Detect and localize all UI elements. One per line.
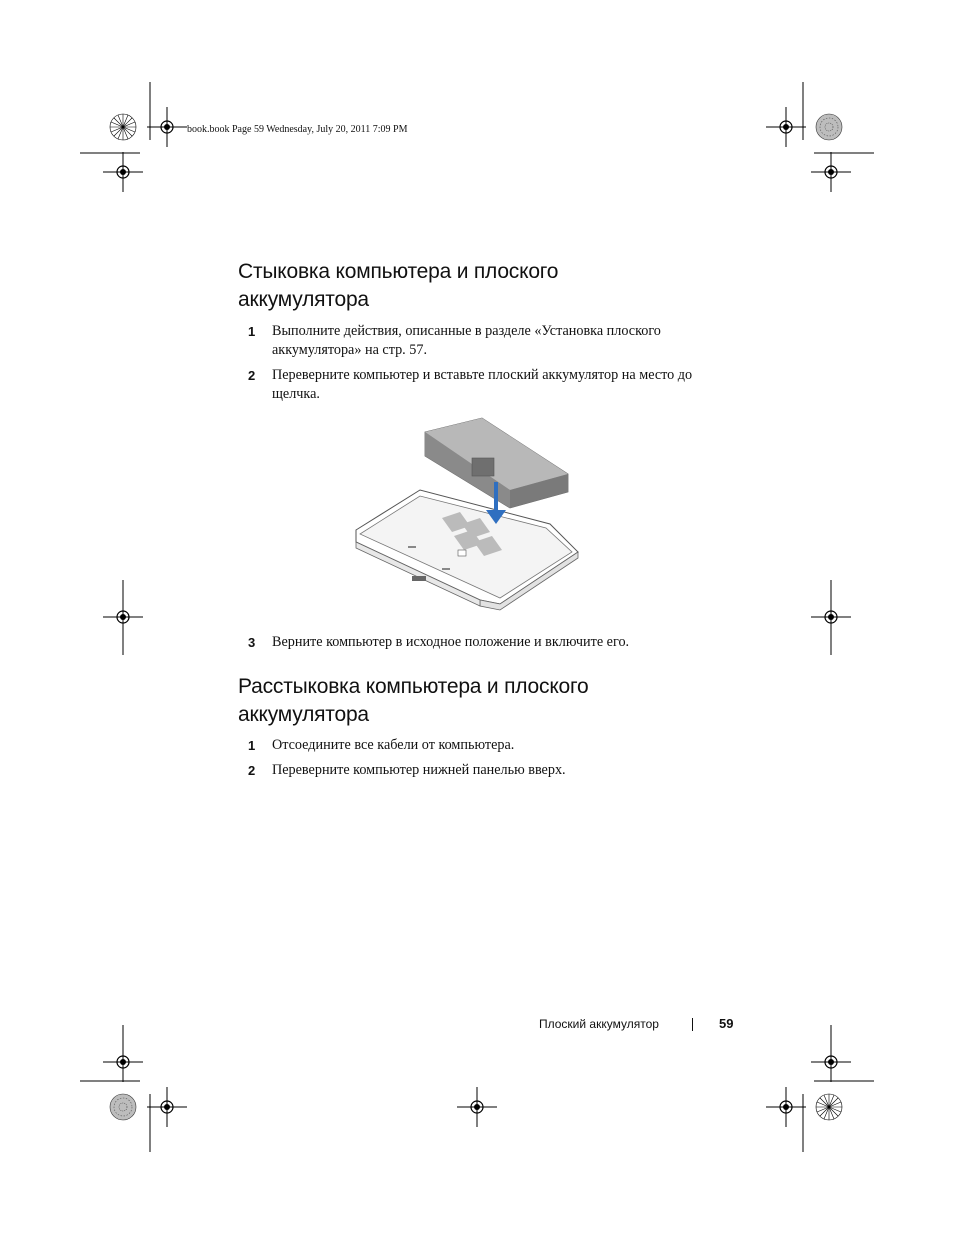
step-text: Переверните компьютер и вставьте плоский аккумулятор на место до щелчка. (272, 367, 693, 402)
section-title-line1: Расстыковка компьютера и плоского (238, 675, 589, 698)
page-number: 59 (719, 1016, 734, 1031)
step-text: Переверните компьютер нижней панелью вверх. (272, 762, 566, 778)
step-number: 2 (248, 763, 256, 778)
step-number: 3 (248, 635, 256, 650)
step-number: 1 (248, 324, 256, 339)
step-text: Верните компьютер в исходное положение и включите его. (272, 634, 630, 650)
footer-section-label: Плоский аккумулятор (539, 1017, 659, 1031)
step-text: Выполните действия, описанные в разделе «Установка плоского аккумулятора» на стр. 57. (272, 323, 661, 358)
section-title-line2: аккумулятора (238, 703, 369, 726)
step-text: Отсоедините все кабели от компьютера. (272, 737, 515, 753)
footer-divider (692, 1018, 693, 1031)
section-title-line2: аккумулятора (238, 288, 369, 311)
print-slug: book.book Page 59 Wednesday, July 20, 2011 7:09 PM (187, 124, 408, 135)
step-number: 2 (248, 368, 256, 383)
step-number: 1 (248, 738, 256, 753)
section-title-line1: Стыковка компьютера и плоского (238, 260, 559, 283)
section-title-undocking (238, 673, 758, 729)
battery-docking-illustration (350, 412, 585, 612)
section-title-docking (238, 258, 758, 314)
